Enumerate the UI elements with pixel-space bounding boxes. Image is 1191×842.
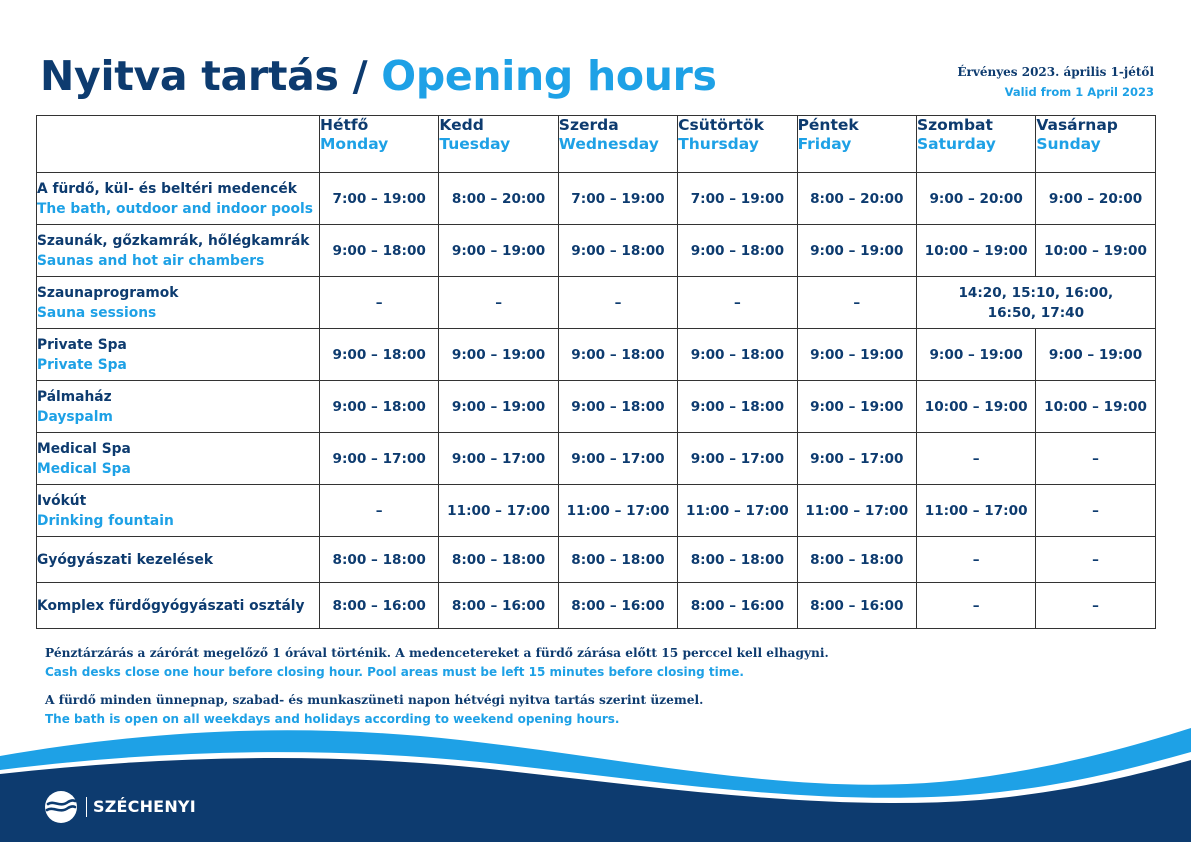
hours-cell: 8:00 – 18:00 — [797, 537, 916, 583]
weekend-sessions-cell: 14:20, 15:10, 16:00, 16:50, 17:40 — [916, 277, 1155, 329]
day-en: Friday — [797, 135, 852, 153]
hours-cell: – — [916, 433, 1035, 485]
hours-cell: 9:00 – 17:00 — [678, 433, 797, 485]
hours-cell: – — [1036, 485, 1155, 537]
day-hu: Szerda — [558, 116, 619, 134]
row-label — [37, 433, 320, 485]
hours-cell: 8:00 – 16:00 — [678, 583, 797, 629]
day-header-thursday — [678, 116, 797, 173]
day-en: Sunday — [1036, 135, 1101, 153]
hours-cell: 9:00 – 17:00 — [439, 433, 558, 485]
hours-cell: 10:00 – 19:00 — [916, 381, 1035, 433]
hours-cell: 8:00 – 16:00 — [320, 583, 439, 629]
hours-cell: 9:00 – 19:00 — [439, 381, 558, 433]
title-separator: / — [352, 52, 368, 100]
hours-cell: – — [916, 583, 1035, 629]
hours-cell: 10:00 – 19:00 — [916, 225, 1035, 277]
hours-cell: 11:00 – 17:00 — [439, 485, 558, 537]
hours-cell: 8:00 – 18:00 — [558, 537, 677, 583]
row-label-en: Private Spa — [37, 356, 127, 373]
day-header-saturday — [916, 116, 1035, 173]
day-hu: Szombat — [916, 116, 993, 134]
row-label-hu: Medical Spa — [37, 440, 131, 457]
title-hungarian: Nyitva tartás — [40, 52, 339, 100]
hours-cell: 9:00 – 19:00 — [439, 329, 558, 381]
day-hu: Péntek — [797, 116, 859, 134]
hours-cell: 9:00 – 19:00 — [797, 381, 916, 433]
cash-note-hu: Pénztárzárás a zárórát megelőző 1 órával történik. A medencetereket a fürdő zárása előtt 15 perccel kell elhagyni. — [45, 646, 829, 660]
hours-cell: 7:00 – 19:00 — [678, 173, 797, 225]
hours-cell: 9:00 – 18:00 — [678, 381, 797, 433]
row-label-en: Medical Spa — [37, 460, 131, 477]
hours-cell: – — [1036, 433, 1155, 485]
row-label-en: Drinking fountain — [37, 512, 174, 529]
table-row-drinking-fountain — [37, 485, 1156, 537]
hours-cell: 9:00 – 17:00 — [797, 433, 916, 485]
row-label — [37, 381, 320, 433]
table-header-row — [37, 116, 1156, 173]
hours-cell: 8:00 – 16:00 — [558, 583, 677, 629]
holiday-note-en: The bath is open on all weekdays and holidays according to weekend opening hours. — [45, 712, 620, 726]
hours-cell: 8:00 – 20:00 — [439, 173, 558, 225]
day-en: Monday — [320, 135, 389, 153]
hours-cell: 7:00 – 19:00 — [320, 173, 439, 225]
hours-cell: 9:00 – 19:00 — [439, 225, 558, 277]
table-row-complex-department — [37, 583, 1156, 629]
hours-cell: 9:00 – 18:00 — [558, 381, 677, 433]
row-label-hu: Ivókút — [37, 492, 87, 509]
day-header-wednesday — [558, 116, 677, 173]
row-label — [37, 485, 320, 537]
hours-cell: – — [797, 277, 916, 329]
validity-hungarian: Érvényes 2023. április 1-jétől — [957, 65, 1154, 79]
hours-cell: – — [1036, 583, 1155, 629]
table-row-treatments — [37, 537, 1156, 583]
hours-cell: 9:00 – 18:00 — [558, 225, 677, 277]
row-label-en: Saunas and hot air chambers — [37, 252, 265, 269]
page-title — [40, 50, 717, 102]
hours-cell: 9:00 – 20:00 — [1036, 173, 1155, 225]
table-row-medical-spa — [37, 433, 1156, 485]
day-en: Wednesday — [558, 135, 659, 153]
hours-cell: 9:00 – 18:00 — [678, 225, 797, 277]
hours-cell: 9:00 – 17:00 — [320, 433, 439, 485]
day-hu: Kedd — [439, 116, 484, 134]
logo-wordmark: SZÉCHENYI — [86, 797, 196, 817]
hours-cell: 9:00 – 18:00 — [320, 225, 439, 277]
row-label — [37, 225, 320, 277]
hours-cell: 11:00 – 17:00 — [916, 485, 1035, 537]
szechenyi-wave-logo-icon — [44, 790, 78, 824]
header-corner-cell — [37, 116, 320, 173]
table-row-saunas — [37, 225, 1156, 277]
cash-note-en: Cash desks close one hour before closing hour. Pool areas must be left 15 minutes before closing time. — [45, 665, 744, 679]
hours-cell: 11:00 – 17:00 — [797, 485, 916, 537]
row-label — [37, 583, 320, 629]
row-label-hu: Pálmaház — [37, 388, 112, 405]
hours-cell: 8:00 – 18:00 — [439, 537, 558, 583]
day-hu: Hétfő — [320, 116, 369, 134]
hours-cell: – — [320, 277, 439, 329]
opening-hours-table — [36, 115, 1156, 629]
hours-cell: 10:00 – 19:00 — [1036, 225, 1155, 277]
row-label — [37, 277, 320, 329]
hours-cell: 10:00 – 19:00 — [1036, 381, 1155, 433]
validity-english: Valid from 1 April 2023 — [1004, 85, 1154, 99]
hours-cell: 9:00 – 18:00 — [320, 381, 439, 433]
day-en: Saturday — [916, 135, 996, 153]
holiday-note-hu: A fürdő minden ünnepnap, szabad- és munkaszüneti napon hétvégi nyitva tartás szerint üzemel. — [45, 693, 704, 707]
day-en: Thursday — [678, 135, 759, 153]
hours-cell: 9:00 – 19:00 — [1036, 329, 1155, 381]
table-row-sauna-sessions — [37, 277, 1156, 329]
row-label — [37, 537, 320, 583]
hours-cell: – — [678, 277, 797, 329]
hours-cell: 9:00 – 19:00 — [797, 329, 916, 381]
row-label — [37, 173, 320, 225]
day-header-monday — [320, 116, 439, 173]
hours-cell: 9:00 – 17:00 — [558, 433, 677, 485]
hours-cell: 11:00 – 17:00 — [558, 485, 677, 537]
table-row-private-spa — [37, 329, 1156, 381]
row-label-hu: Szaunaprogramok — [37, 284, 179, 301]
table-row-palm-house — [37, 381, 1156, 433]
row-label-hu: Komplex fürdőgyógyászati osztály — [37, 597, 305, 614]
hours-cell: 8:00 – 16:00 — [797, 583, 916, 629]
hours-cell: 9:00 – 19:00 — [916, 329, 1035, 381]
row-label-hu: Gyógyászati kezelések — [37, 551, 214, 568]
title-english: Opening hours — [381, 52, 717, 100]
day-en: Tuesday — [439, 135, 511, 153]
szechenyi-logo — [44, 790, 196, 824]
hours-cell: 8:00 – 16:00 — [439, 583, 558, 629]
hours-cell: 9:00 – 18:00 — [558, 329, 677, 381]
day-header-sunday — [1036, 116, 1155, 173]
hours-cell: – — [320, 485, 439, 537]
hours-cell: 8:00 – 18:00 — [678, 537, 797, 583]
hours-cell: 11:00 – 17:00 — [678, 485, 797, 537]
day-header-tuesday — [439, 116, 558, 173]
row-label-en: Sauna sessions — [37, 304, 157, 321]
day-hu: Csütörtök — [678, 116, 764, 134]
hours-cell: 8:00 – 20:00 — [797, 173, 916, 225]
hours-cell: – — [439, 277, 558, 329]
hours-cell: 7:00 – 19:00 — [558, 173, 677, 225]
row-label — [37, 329, 320, 381]
row-label-hu: Szaunák, gőzkamrák, hőlégkamrák — [37, 232, 310, 249]
day-header-friday — [797, 116, 916, 173]
row-label-en: Dayspalm — [37, 408, 113, 425]
hours-cell: – — [558, 277, 677, 329]
hours-cell: – — [916, 537, 1035, 583]
hours-cell: – — [1036, 537, 1155, 583]
hours-cell: 9:00 – 18:00 — [678, 329, 797, 381]
table-row-bath — [37, 173, 1156, 225]
hours-cell: 9:00 – 19:00 — [797, 225, 916, 277]
day-hu: Vasárnap — [1036, 116, 1118, 134]
hours-cell: 8:00 – 18:00 — [320, 537, 439, 583]
hours-cell: 9:00 – 18:00 — [320, 329, 439, 381]
row-label-hu: A fürdő, kül- és beltéri medencék — [37, 180, 297, 197]
hours-cell: 9:00 – 20:00 — [916, 173, 1035, 225]
row-label-hu: Private Spa — [37, 336, 127, 353]
row-label-en: The bath, outdoor and indoor pools — [37, 200, 313, 217]
validity-note — [957, 62, 1154, 102]
